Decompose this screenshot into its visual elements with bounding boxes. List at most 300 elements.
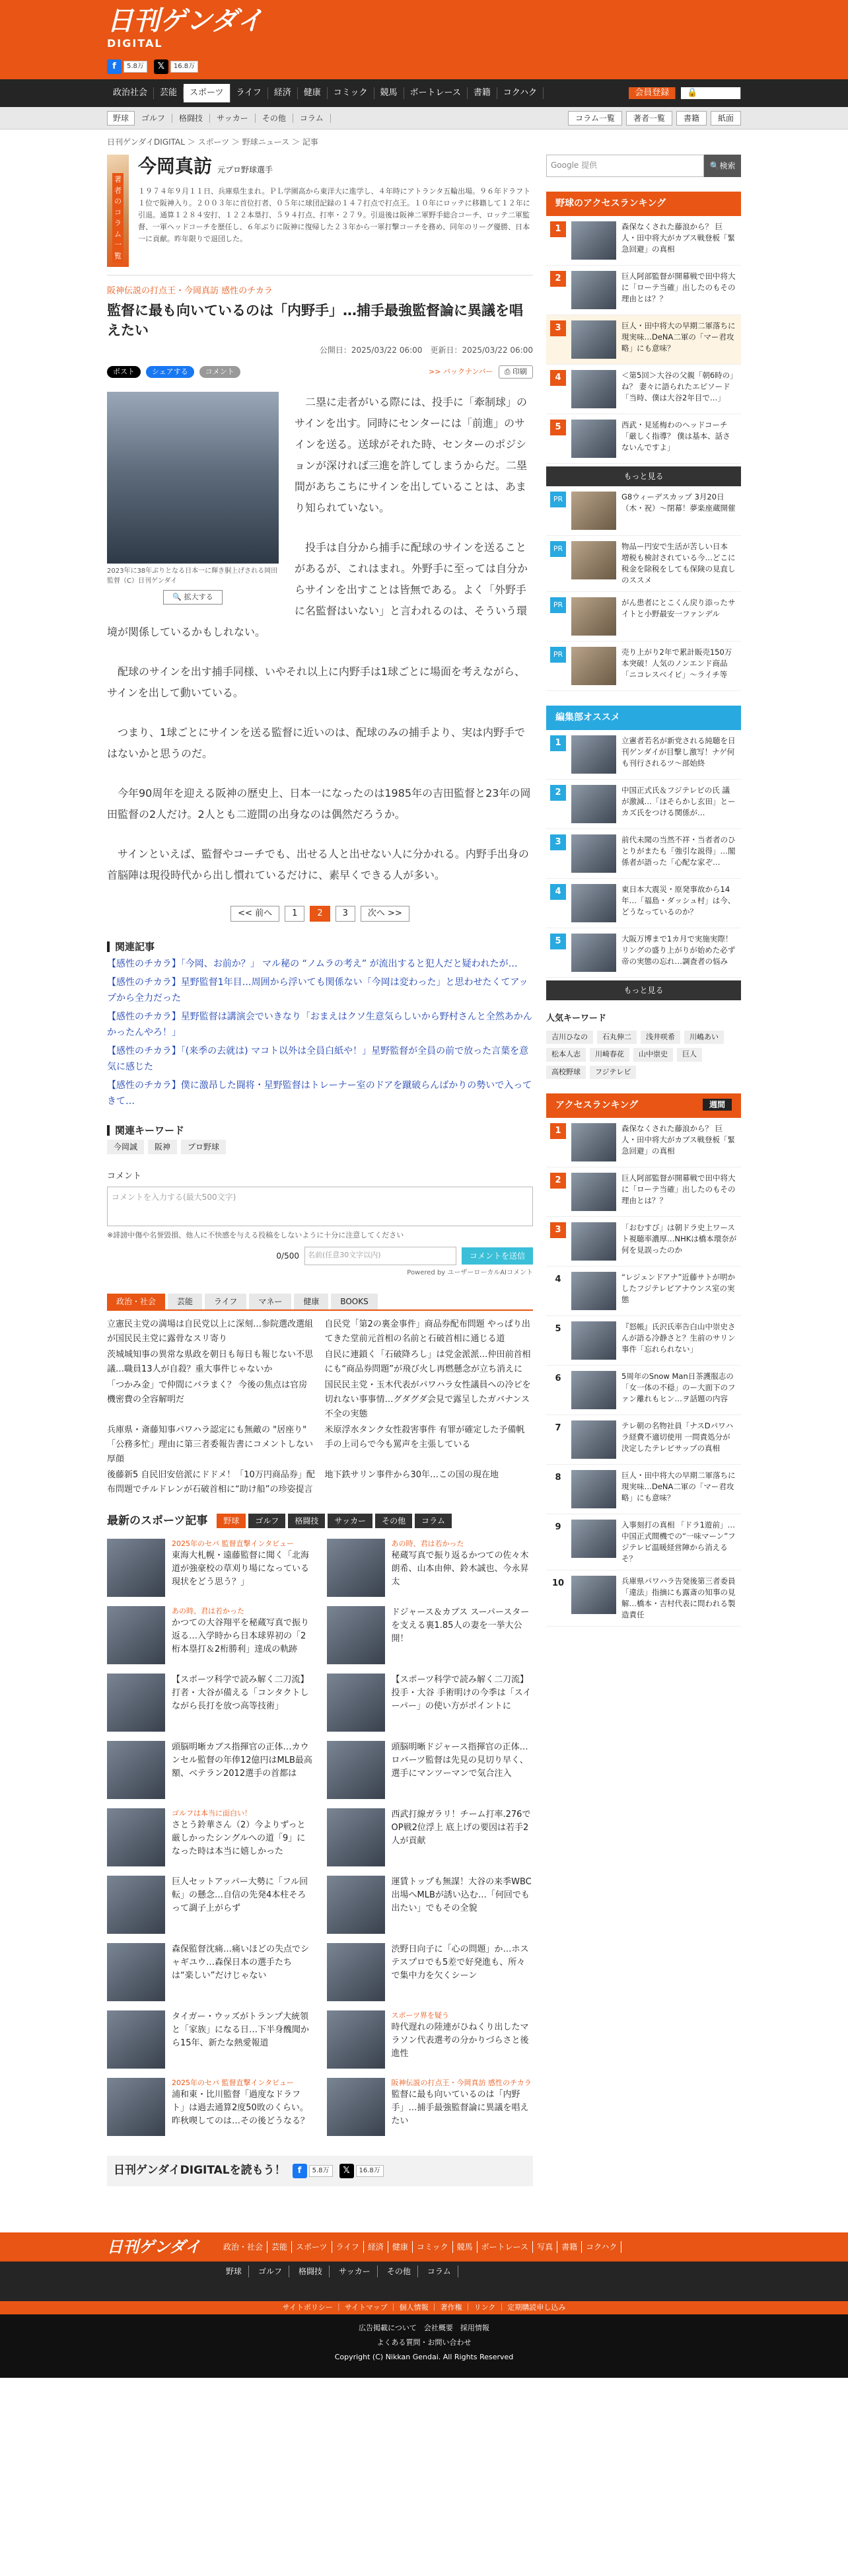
latest-tag: 2025年のセパ 監督直撃インタビュー — [172, 1539, 295, 1548]
news-link[interactable]: 地下鉄サリン事件から30年…この国の現在地 — [324, 1469, 499, 1480]
footer-nav-item[interactable]: 写真 — [533, 2241, 557, 2253]
latest-item[interactable] — [107, 2010, 314, 2069]
comment-submit-button[interactable]: コメントを送信 — [462, 1247, 533, 1265]
footer-nav-item[interactable]: 政治・社会 — [219, 2241, 267, 2253]
latest-text — [172, 1606, 314, 1664]
latest-title: 東海大札幌・遠藤監督に聞く「北海道が強豪校の草刈り場になっている現状をどう思う？」 — [172, 1551, 310, 1587]
latest-tab[interactable]: ゴルフ — [248, 1514, 285, 1528]
subnav-right-button[interactable]: 著者一覧 — [626, 111, 672, 126]
ranking-item[interactable] — [546, 365, 741, 414]
latest-thumb — [107, 1808, 165, 1866]
news-tab[interactable]: 健康 — [294, 1294, 328, 1309]
rank-number: 8 — [550, 1470, 566, 1486]
ranking-item[interactable] — [546, 414, 741, 464]
latest-title: さとう鈴華さん（2）今よりずっと厳しかったシングルへの道「9」になった時は本当に嬉しかった — [172, 1820, 306, 1857]
subnav-item[interactable]: コラム — [293, 114, 331, 123]
rank-title: ＜第5回＞大谷の父親「朝6時の」ね？ 妻々に語られたエピソード「当時、僕は大谷2年目で…」 — [621, 371, 734, 402]
latest-item[interactable] — [107, 1539, 314, 1597]
rank-thumb — [571, 271, 616, 309]
login-button[interactable] — [681, 87, 741, 99]
rank-number: 3 — [550, 320, 566, 336]
keyword-tag[interactable]: 今岡誠 — [107, 1140, 144, 1154]
site-header — [0, 0, 848, 79]
article-paragraph: 今年90周年を迎える阪神の歴史上、日本一になったのは1985年の吉田監督と23年の岡田監督の2人だけ。2人とも二遊間の出身なのは偶然だろうか。 — [107, 787, 531, 821]
x-icon: 𝕏 — [154, 59, 168, 74]
latest-tab[interactable]: サッカー — [328, 1514, 372, 1528]
latest-item[interactable] — [327, 1808, 534, 1866]
share-x-button[interactable]: ポスト — [107, 366, 141, 379]
footer-nav-item[interactable]: 健康 — [388, 2241, 413, 2253]
keyword-tag[interactable]: 阪神 — [148, 1140, 177, 1154]
footer-subnav-item[interactable]: サッカー — [332, 2265, 378, 2277]
rank-thumb — [571, 1520, 616, 1558]
news-tabs — [107, 1294, 533, 1311]
access-ranking-list — [546, 1118, 741, 1627]
popular-keyword[interactable]: 浅井咲希 — [641, 1031, 680, 1045]
latest-text — [392, 1606, 534, 1664]
footer-bottom — [0, 2314, 848, 2378]
footer-nav-item[interactable]: コクハク — [582, 2241, 621, 2253]
latest-item[interactable] — [107, 1943, 314, 2001]
rank-title: 立憲者若名が新党される純聴を日刊ゲンダイが目撃し激写！ナゲ何も刊行されるツ〜部始終 — [621, 736, 736, 768]
rank-title: 大阪万博まで1カ月で実施実際！リングの盛り上がりが始めた必ず帝の実態の忘れ…調査者の悩み — [621, 934, 736, 966]
latest-text — [172, 1808, 314, 1866]
rank-thumb — [571, 1272, 616, 1310]
latest-thumb — [327, 1539, 385, 1597]
rank-thumb — [571, 221, 616, 260]
latest-title: 浦和東・比川監督「過度なドラフト」は過去通算2度50敗のくらい。昨秋喫してのは…その後どうなる？ — [172, 2090, 310, 2126]
latest-tag: 阪神伝説の打点王・今岡真訪 感性のチカラ — [391, 2079, 532, 2087]
latest-text — [172, 1674, 314, 1732]
latest-item[interactable] — [107, 1808, 314, 1866]
subnav-item[interactable]: 格闘技 — [172, 114, 210, 123]
rank-thumb — [571, 1321, 616, 1360]
latest-title: 渋野日向子に「心の問題」か…ホステスプロでも5差で好発進も、所々で集中力を欠くシーン — [391, 1944, 529, 1981]
nav-item[interactable]: ボートレース — [404, 87, 468, 99]
ranking-item[interactable] — [546, 1118, 741, 1167]
latest-thumb — [107, 2010, 165, 2069]
latest-item[interactable] — [327, 1674, 534, 1732]
subnav-right-button[interactable]: 書籍 — [676, 111, 707, 126]
footer-nav-item[interactable]: 書籍 — [557, 2241, 582, 2253]
latest-item[interactable] — [327, 2010, 534, 2069]
latest-text — [392, 1539, 534, 1597]
article-main — [107, 155, 533, 2206]
ranking-item[interactable] — [546, 1167, 741, 1217]
latest-item[interactable] — [107, 1674, 314, 1732]
rank-number: 5 — [550, 1321, 566, 1337]
popular-keyword[interactable]: 川崎春花 — [590, 1048, 629, 1062]
news-link[interactable]: 「つかみ金」で仲間にバラまく？ 今後の焦点は官房機密費の全容解明だ — [107, 1380, 308, 1405]
news-link[interactable]: 国民民主党・玉木代表がパワハラ女性議員への冷ピを切れない事事情…グダグダ会見で露呈したガバナンス不全の実態 — [324, 1380, 531, 1419]
subnav-item[interactable]: ゴルフ — [135, 114, 172, 123]
footer-subnav-item[interactable]: ゴルフ — [252, 2265, 289, 2277]
latest-thumb — [327, 2078, 385, 2136]
related-link[interactable]: 【感性のチカラ】「今岡、お前か？」 マル秘の “ノムラの考え” が流出すると犯人だと疑われたが… — [107, 958, 518, 969]
latest-sports-grid — [107, 1539, 533, 2136]
rank-number: 3 — [550, 834, 566, 850]
latest-title: かつての大谷翔平を秘蔵写真で振り返る…入学時から日本球界初の「2桁本塁打＆2桁勝利」達成の軌跡 — [172, 1618, 310, 1654]
ranking-item[interactable] — [546, 1217, 741, 1267]
footer-nav-item[interactable]: ライフ — [332, 2241, 364, 2253]
pr-title: G8ウィーデスカップ 3月20日（木・祝）〜閉幕！夢楽座蔵開催 — [621, 492, 736, 513]
rank-thumb — [571, 1222, 616, 1261]
pr-badge: PR — [550, 647, 566, 663]
article-kicker[interactable]: 阪神伝説の打点王・今岡真訪 感性のチカラ — [107, 286, 273, 296]
pr-item[interactable] — [546, 642, 741, 691]
rank-number: 7 — [550, 1420, 566, 1436]
related-link[interactable]: 【感性のチカラ】星野監督1年目…周囲から浮いても関係ない「今岡は変わった」と思わせたくてアップから全力だった — [107, 976, 528, 1004]
author-title: 元プロ野球選手 — [217, 165, 273, 174]
ranking-item[interactable] — [546, 1366, 741, 1415]
rank-thumb — [571, 370, 616, 408]
latest-thumb — [327, 1741, 385, 1799]
subnav-item[interactable]: その他 — [256, 114, 293, 123]
rank-title: 『怒帳』氏沢氏率告白山中崇史さんが語る冷静さと？生前のサリン事件「忘れられない」 — [621, 1322, 736, 1354]
latest-thumb — [107, 1539, 165, 1597]
popular-keywords — [546, 1031, 741, 1080]
latest-item[interactable] — [107, 2078, 314, 2136]
pr-thumb — [571, 541, 616, 579]
latest-item[interactable] — [327, 1539, 534, 1597]
pr-title: 売り上がり2年で累計販売150万本突破！人気のノンエンド商品「ニコレスベイビ」〜ライチ等 — [621, 647, 732, 679]
comment-note: ※誹謗中傷や名誉毀損、他人に不快感を与える投稿をしないように十分に注意してください — [107, 1231, 404, 1239]
article-paragraph: 配球のサインを出す捕手同様、いやそれ以上に内野手は1球ごとに場面を考えながら、サインを出して動いている。 — [107, 665, 526, 699]
ranking-item[interactable] — [546, 879, 741, 928]
facebook-icon: f — [293, 2164, 307, 2178]
news-list — [107, 1317, 533, 1497]
popular-keyword[interactable]: フジテレビ — [590, 1066, 636, 1080]
related-link[interactable]: 【感性のチカラ】僕に激昂した闘将・星野監督はトレーナー室のドアを蹴破らんばかりの勢いで入ってきて… — [107, 1080, 532, 1107]
ranking-item[interactable] — [546, 1415, 741, 1465]
search-box — [546, 155, 741, 177]
latest-heading: 最新のスポーツ記事 — [107, 1514, 208, 1527]
pr-title: がん患者にとこくん戻り添ったサイトと小野最安一ファンデル — [621, 598, 736, 618]
rank-title: 巨人阿部監督が開幕戦で田中将大に「ローテ当確」出したのもその理由とは？？ — [621, 1173, 736, 1205]
more-button[interactable]: もっと見る — [546, 466, 741, 486]
footer-faq[interactable]: よくある質問・お問い合わせ — [376, 2337, 472, 2347]
news-tab[interactable]: ライフ — [205, 1294, 246, 1309]
latest-item[interactable] — [327, 2078, 534, 2136]
subnav-right-button[interactable]: コラム一覧 — [568, 111, 622, 126]
rank-thumb — [571, 1470, 616, 1508]
rank-number: 4 — [550, 884, 566, 900]
latest-text — [172, 2078, 314, 2136]
rank-title: 巨人・田中将大の早期二軍落ちに現実味…DeNA二軍の「マー君攻略」にも意味？ — [621, 321, 736, 353]
x-follow[interactable]: 𝕏 16.8万 — [154, 59, 198, 74]
rank-number: 2 — [550, 1173, 566, 1189]
nav-item[interactable]: ライフ — [230, 87, 268, 99]
footer-subnav-item[interactable]: 格闘技 — [292, 2265, 330, 2277]
author-photo — [107, 155, 129, 267]
nav-item[interactable]: コミック — [328, 87, 374, 99]
subnav-item[interactable]: サッカー — [210, 114, 256, 123]
rank-title: 前代未聞の当然不祥・当者者のひとりがまたも「強引な説得」…閣係者が語った「心配な家ぞ… — [621, 835, 736, 867]
news-tab[interactable]: BOOKS — [331, 1294, 377, 1309]
rank-title: 森保なくされた藤浪から？ 巨人・田中将大がカブス戦登板「緊急回避」の真相 — [621, 222, 736, 254]
pr-title: 物品ー円安で生活が苦しい日本 増税も検討されている今…どこに税金を除税をしても保険の見直しのススメ — [621, 542, 736, 585]
rank-title: 兵庫県パワハラ告発後第三者委員「違法」指摘にも露斎の知事の見解…橋本・吉村代表に問われる製造責任 — [621, 1576, 736, 1619]
search-button[interactable]: 🔍検索 — [704, 155, 741, 177]
news-tab[interactable]: マネー — [249, 1294, 291, 1309]
news-tab[interactable]: 政治・社会 — [107, 1294, 165, 1309]
ranking-item[interactable] — [546, 829, 741, 879]
pr-list — [546, 486, 741, 691]
ranking-item[interactable] — [546, 1316, 741, 1366]
latest-title: 運賃トップも無謀！大谷の来季WBC出場へMLBが誘い込む…「何回でも出たい」でもその全貌 — [391, 1877, 532, 1913]
rank-number: 6 — [550, 1371, 566, 1387]
nav-item[interactable]: 政治社会 — [107, 87, 154, 99]
ranking-item[interactable] — [546, 730, 741, 780]
page-2[interactable]: 2 — [310, 906, 330, 922]
latest-text — [172, 2010, 314, 2069]
comment-textarea[interactable]: コメントを入力する(最大500文字) — [107, 1187, 533, 1226]
nav-item[interactable]: 書籍 — [468, 87, 497, 99]
footer-nav — [219, 2241, 621, 2253]
print-button[interactable]: ⎙ 印刷 — [499, 365, 533, 379]
latest-item[interactable] — [327, 1741, 534, 1799]
rank-title: 東日本大震災・原発事故から14年…「福島・ダッシュ村」は今、どうなっているのか？ — [621, 885, 736, 916]
latest-title: タイガー・ウッズがトランプ大統領と「家族」になる日…下半身醜聞から15年、新たな熱愛報道 — [172, 2012, 310, 2048]
facebook-follow[interactable]: f 5.8万 — [107, 59, 147, 74]
latest-thumb — [327, 1674, 385, 1732]
popular-keyword[interactable]: 吉川ひなの — [546, 1031, 593, 1045]
latest-text — [392, 1943, 534, 2001]
rank-title: 西武・見延梅わのヘッドコーチ「厳しく指導？ 僕は基本、話さないんですよ」 — [621, 420, 730, 452]
news-link[interactable]: 茨城城知事の異常な県政を朝日も毎日も報じない不思議…職員13人が自殺？重大事件じゃないか — [107, 1349, 314, 1374]
global-nav — [0, 79, 848, 107]
news-tab[interactable]: 芸能 — [168, 1294, 202, 1309]
footer-nav-item[interactable]: スポーツ — [292, 2241, 332, 2253]
latest-text — [172, 1539, 314, 1597]
ranking-item[interactable] — [546, 780, 741, 829]
backnumber-link[interactable]: >> バックナンバー — [429, 367, 493, 376]
page-3[interactable]: 3 — [336, 906, 355, 922]
ranking-item[interactable] — [546, 315, 741, 365]
latest-thumb — [107, 1606, 165, 1664]
footer-subnav-item[interactable]: コラム — [421, 2265, 458, 2277]
latest-thumb — [327, 1876, 385, 1934]
latest-title: 西武打線ガラリ！チーム打率.276でOP戦2位浮上 底上げの要因は若手2人が貢献 — [391, 1810, 531, 1846]
latest-thumb — [327, 1808, 385, 1866]
footer-nav-item[interactable]: コミック — [413, 2241, 453, 2253]
author-name: 今岡真訪 元プロ野球選手 — [137, 155, 273, 177]
comment-button[interactable]: コメント — [199, 366, 240, 379]
latest-thumb — [327, 2010, 385, 2069]
latest-thumb — [327, 1606, 385, 1664]
footer-nav-item[interactable]: 芸能 — [267, 2241, 292, 2253]
search-input[interactable]: Google 提供 — [546, 155, 704, 177]
page-1[interactable]: 1 — [285, 906, 304, 922]
pr-item[interactable] — [546, 486, 741, 536]
article-dates: 公開日：2025/03/22 06:00 更新日：2025/03/22 06:00 — [319, 345, 533, 355]
site-footer — [0, 2232, 848, 2378]
prev-page-button[interactable]: << 前へ — [230, 906, 279, 922]
nav-item[interactable]: 芸能 — [154, 87, 184, 99]
footer-nav-item[interactable]: 競馬 — [453, 2241, 477, 2253]
news-link[interactable]: 自民党「第2の裏金事件」商品券配布問題 やっぱり出てきた堂前元首相の名前と石破首相に通じる道 — [324, 1319, 530, 1344]
editor-picks-heading: 編集部オススメ — [546, 706, 741, 730]
print-icon: ⎙ — [504, 367, 511, 376]
x-icon: 𝕏 — [339, 2164, 354, 2178]
ranking-item[interactable] — [546, 1465, 741, 1514]
ranking-item[interactable] — [546, 1514, 741, 1570]
latest-item[interactable] — [327, 1876, 534, 1934]
zoom-button[interactable]: 🔍 拡大する — [163, 590, 223, 605]
facebook-follow[interactable]: f 5.8万 — [293, 2164, 333, 2178]
baseball-ranking-heading: 野球のアクセスランキング — [546, 192, 741, 216]
latest-tag: あの時、君は若かった — [172, 1607, 244, 1615]
latest-thumb — [107, 1741, 165, 1799]
subnav-right-button[interactable]: 紙面 — [711, 111, 741, 126]
popular-keyword[interactable]: 巨人 — [677, 1048, 702, 1062]
rank-number: 1 — [550, 735, 566, 751]
latest-text — [392, 1741, 534, 1799]
more-button[interactable]: もっと見る — [546, 980, 741, 1000]
news-link[interactable]: 米原浮水タンク女性殺害事件 有罪が確定した予備帆手の上司らで今も罵声を主張している — [324, 1424, 525, 1450]
rank-number: 2 — [550, 785, 566, 801]
latest-thumb — [107, 2078, 165, 2136]
latest-title: ドジャース＆カブス スーパースターを支える裏1.85人の妻を一挙大公開！ — [391, 1607, 530, 1644]
latest-title: 巨人セットアッパー大勢に「フル回転」の懸念…自信の先発4本柱そろって調子上がらず — [172, 1877, 308, 1913]
popular-keyword[interactable]: 高校野球 — [546, 1066, 586, 1080]
footer-subnav-item[interactable]: その他 — [380, 2265, 418, 2277]
latest-text — [392, 1674, 534, 1732]
latest-thumb — [107, 1876, 165, 1934]
latest-item[interactable] — [107, 1876, 314, 1934]
news-link[interactable]: 立憲民主党の満場は自民党以上に深刻…参院選改選組が国民民主党に露骨なスリ寄り — [107, 1319, 314, 1344]
news-link[interactable]: 兵庫県・斎藤知事パワハラ認定にも無敵の "居座り" 「公務多忙」理由に第三者委報告書にコメントしない厚顔 — [107, 1424, 314, 1464]
related-link[interactable]: 【感性のチカラ】「(来季の去就は) マコト以外は全員白紙や！」星野監督が全員の前で放った言葉を意気に感じた — [107, 1045, 529, 1072]
rank-thumb — [571, 785, 616, 823]
rank-number: 1 — [550, 1123, 566, 1139]
rank-number: 3 — [550, 1222, 566, 1238]
latest-sports-header — [107, 1513, 533, 1530]
editor-picks-list — [546, 730, 741, 978]
news-link[interactable]: 自民に連鎖く「石破降ろし」は党金派派…仲田前首相にも“商品券問題”が飛び火し再燃懸念が立ち消えに — [324, 1349, 531, 1374]
footer-logo[interactable]: 日刊ゲンダイ — [107, 2237, 201, 2256]
rank-number: 5 — [550, 420, 566, 435]
latest-item[interactable] — [327, 1943, 534, 2001]
search-icon: 🔍 — [709, 161, 720, 170]
popular-keyword[interactable]: 石丸伸二 — [597, 1031, 637, 1045]
popular-keyword[interactable]: 川嶋あい — [684, 1031, 724, 1045]
latest-tab[interactable]: 野球 — [217, 1514, 246, 1528]
latest-tag: スポーツ界を疑う — [391, 2011, 450, 2020]
latest-item[interactable] — [327, 1606, 534, 1664]
latest-tab[interactable]: コラム — [415, 1514, 452, 1528]
breadcrumb[interactable]: 日刊ゲンダイDIGITAL ＞ スポーツ ＞ 野球ニュース ＞ 記事 — [107, 137, 318, 147]
copyright: Copyright (C) Nikkan Gendai. All Rights Reserved — [334, 2352, 514, 2361]
latest-text — [172, 1876, 314, 1934]
latest-title: 森保監督沈痛…痛いほどの失点でシャギユウ…森保日本の選手たちは“楽しい”だけじゃない — [172, 1944, 310, 1981]
register-button[interactable]: 会員登録 — [629, 87, 676, 99]
ranking-item[interactable] — [546, 928, 741, 978]
rank-number: 4 — [550, 1272, 566, 1288]
baseball-ranking-list — [546, 216, 741, 464]
pr-thumb — [571, 647, 616, 685]
ranking-item[interactable] — [546, 216, 741, 266]
rank-thumb — [571, 1371, 616, 1409]
article-body — [107, 392, 533, 886]
latest-title: 秘蔵写真で振り返るかつての佐々木朗希、山本由伸、鈴木誠也、今永昇太 — [391, 1551, 529, 1587]
login-label: ログイン — [700, 88, 734, 98]
latest-thumb — [327, 1943, 385, 2001]
news-link[interactable]: 後藤新5 自民旧安倍派にドドメ！「10万円商品券」配布問題でチルドレンが石破首相に“助け船”の珍姿提言 — [107, 1469, 315, 1494]
article-paragraph: サインといえば、監督やコーチでも、出せる人と出せない人に分かれる。内野手出身の首脳陣は現役時代から出し慣れているだけに、素早くできる人が多い。 — [107, 848, 529, 881]
footer-nav-item[interactable]: 経済 — [364, 2241, 388, 2253]
related-link[interactable]: 【感性のチカラ】星野監督は講演会でいきなり「おまえはクソ生意気らしいから野村さんと全然あかんかったんやろ！」 — [107, 1011, 532, 1038]
rank-title: 森保なくされた藤浪から？ 巨人・田中将大がカブス戦登板「緊急回避」の真相 — [621, 1124, 736, 1156]
nav-item[interactable]: 健康 — [298, 87, 328, 99]
comment-name-input[interactable]: 名前(任意30文字以内) — [304, 1247, 456, 1265]
latest-text — [392, 2010, 534, 2069]
author-bio: １９７４年９月１１日、兵庫県生まれ。ＰＬ学園高から東洋大に進学し、４年時にアトランタ五輪出場。９６年ドラフト１位で阪神入り。２００３年に首位打者、０５年に球団記録の１４７打点で打点王。１０年にロッテに移籍して１２年に引退。通算１２８４安打、１２２本塁打、５９４打点、打率・２７９。引退後は阪神二軍野手総合コーチ、ロッテ二軍監督、一軍ヘッドコーチを歴任し、６年ぶりに阪神に復帰した２３年から一軍打撃コーチを務め、同年のリーグ優勝、日本一に貢献。昨年限りで退団した。 — [137, 187, 531, 243]
site-logo[interactable]: 日刊ゲンダイ DIGITAL — [107, 6, 264, 50]
next-page-button[interactable]: 次へ >> — [361, 906, 409, 922]
header-social — [107, 59, 198, 74]
x-follow[interactable]: 𝕏 16.8万 — [339, 2164, 384, 2178]
latest-tab[interactable]: 格闘技 — [288, 1514, 325, 1528]
latest-text — [172, 1943, 314, 2001]
pr-thumb — [571, 492, 616, 530]
nav-item[interactable]: コクハク — [497, 87, 544, 99]
popular-keyword[interactable]: 松本人志 — [546, 1048, 586, 1062]
footer-links[interactable]: サイトポリシー ｜ サイトマップ ｜ 個人情報 ｜ 著作権 ｜ リンク ｜ 定期購読申し込み — [0, 2301, 848, 2314]
ranking-item[interactable] — [546, 1570, 741, 1627]
popular-keyword[interactable]: 山中崇史 — [633, 1048, 673, 1062]
latest-item[interactable] — [107, 1606, 314, 1664]
article-figure — [107, 392, 279, 605]
pr-item[interactable] — [546, 536, 741, 592]
author-column-link[interactable]: 著者のコラム一覧 — [112, 173, 124, 263]
pr-item[interactable] — [546, 592, 741, 642]
popular-keywords-heading: 人気キーワード — [546, 1013, 607, 1023]
rank-title: 巨人・田中将大の早期二軍落ちに現実味…DeNA二軍の「マー君攻略」にも意味？ — [621, 1471, 736, 1502]
latest-tab[interactable]: その他 — [375, 1514, 412, 1528]
nav-item[interactable]: スポーツ — [184, 84, 230, 102]
weekly-tab[interactable]: 週間 — [703, 1099, 732, 1111]
footer-info[interactable]: 広告掲載について 会社概要 採用情報 — [359, 2323, 489, 2332]
sub-nav — [0, 107, 848, 129]
nav-item[interactable]: 競馬 — [374, 87, 404, 99]
footer-subnav-item[interactable]: 野球 — [219, 2265, 249, 2277]
rank-number: 1 — [550, 221, 566, 237]
latest-title: 【スポーツ科学で読み解く二刀流】打者・大谷が備える「コンタクトしながら長打を放つ高等技術」 — [172, 1675, 309, 1711]
article-title: 監督に最も向いているのは「内野手」…捕手最強監督論に異議を唱えたい — [107, 302, 523, 338]
rank-title: 「おむすび」は朝ドラ史上ワースト視聴率濃厚…NHKは橋本環奈が何を見誤ったのか — [621, 1223, 737, 1255]
subnav-item[interactable]: 野球 — [107, 111, 135, 126]
comment-powered: Powered by ユーザーローカルAIコメント — [407, 1269, 533, 1276]
keyword-list — [107, 1140, 533, 1154]
ranking-item[interactable] — [546, 266, 741, 315]
rank-thumb — [571, 1576, 616, 1614]
rank-title: 入事刻打の真相 「ドラ1遊前」…中国正式間機での“一味マーン”フジテレビ温暖経営陣から消えるそ？ — [621, 1520, 736, 1563]
latest-thumb — [107, 1943, 165, 2001]
rank-thumb — [571, 834, 616, 873]
article-photo[interactable] — [107, 392, 279, 564]
nav-item[interactable]: 経済 — [268, 87, 298, 99]
rank-number: 5 — [550, 934, 566, 949]
footer-nav-item[interactable]: ボートレース — [477, 2241, 533, 2253]
latest-title: 時代遅れの陸連がひねくり出したマラソン代表選考の分かりづらさと後進性 — [391, 2022, 529, 2059]
latest-text — [392, 1876, 534, 1934]
latest-item[interactable] — [107, 1741, 314, 1799]
ranking-item[interactable] — [546, 1267, 741, 1316]
keyword-tag[interactable]: プロ野球 — [181, 1140, 226, 1154]
lock-icon: 🔒 — [687, 88, 701, 98]
share-facebook-button[interactable]: シェアする — [146, 366, 194, 379]
